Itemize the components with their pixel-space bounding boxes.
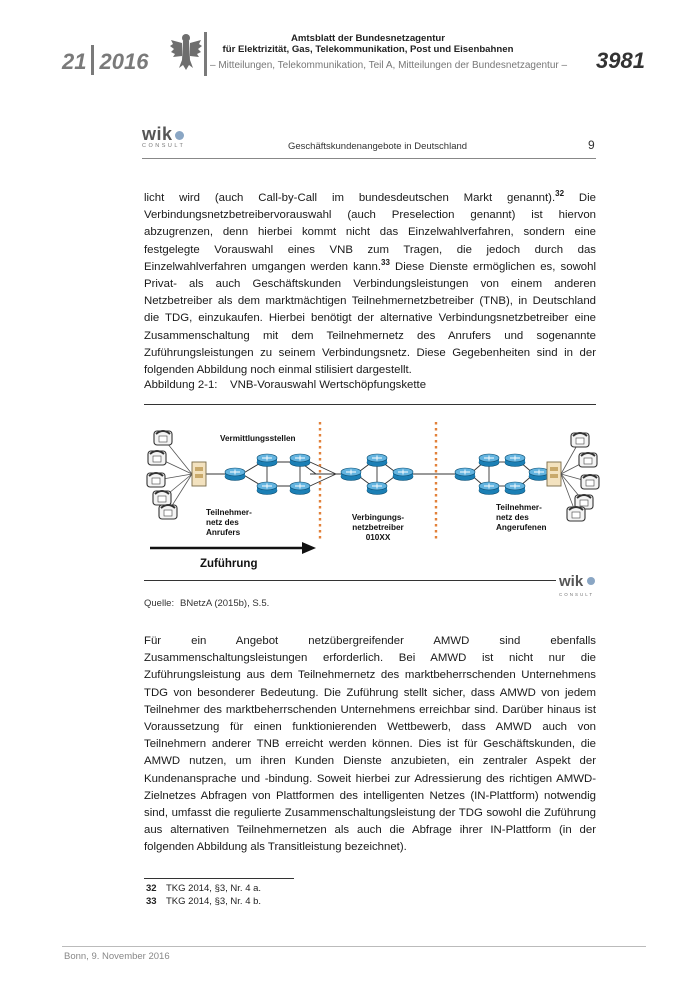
- router-icon: [367, 482, 387, 495]
- figure-caption-title: VNB-Vorauswahl Wertschöpfungskette: [230, 379, 427, 391]
- wik-logo-text: wik: [142, 124, 188, 145]
- router-icon: [257, 454, 277, 467]
- caller-exchange-icon: [192, 462, 206, 486]
- router-icon: [479, 482, 499, 495]
- label-caller-line3: Anrufers: [206, 528, 241, 537]
- wik-logo-subtext: CONSULT: [142, 143, 186, 149]
- label-caller-line1: Teilnehmer-: [206, 508, 252, 517]
- phone-icon: [147, 473, 165, 487]
- gazette-title: [208, 33, 528, 55]
- figure-wik-logo-subtext: CONSULT: [559, 592, 595, 597]
- paragraph-1-part-1: licht wird (auch Call-by-Call im bundesdeutschen Markt genannt).: [144, 192, 556, 204]
- footnote-33: [146, 896, 261, 907]
- router-icon: [290, 482, 310, 495]
- issue-number: [62, 48, 148, 78]
- wik-logo-dot-icon: [587, 577, 595, 585]
- paragraph-2-text: Für ein Angebot netzübergreifender AMWD sind ebenfalls Zusammenschaltungsleistungen erforderlich. Bei AMWD ist nicht nur die Zuführungsleistung aus dem Teilnehmernetz des marktbeherrschenden Unternehmens TDG von besonderer Bedeutung. Die Zuführung stellt sicher, dass AMWD von jedem Teilnehmer des marktbeherrschenden Unternehmens erreichbar sind. Darüber hinaus ist Voraussetzung für einen funktionierenden Wettbewerb, dass AMWD auch von Teilnehmern anderer TNB erreicht werden können. Dies ist für Geschäftskunden, die AMWD nutzen, um ihren Kunden Dienste anzubieten, ein zentraler Aspekt der Kundenansprache und -bindung. Soweit hierbei zur Adressierung des richtigen AMWD-Zielnetzes Abfragen von Plattformen des intelligenten Netzes (IN-Plattform) notwendig sind, umfasst die regulierte Zusammenschaltungsleistung der TDG sowohl die Zuführung aus alternativen Teilnehmernetzen als auch die Abfrage ihrer IN-Plattform (in der folgenden Abbildung als Transitleistung bezeichnet).: [144, 635, 596, 854]
- document-page-number: 9: [588, 138, 595, 152]
- value-chain-diagram: [140, 410, 602, 602]
- router-icon: [529, 468, 549, 481]
- label-caller-line2: netz des: [206, 518, 239, 527]
- phone-icon: [154, 431, 172, 445]
- footnote-32: [146, 883, 261, 894]
- figure-wik-logo-text: wik: [559, 573, 584, 590]
- router-icon: [479, 454, 499, 467]
- label-callee-line3: Angerufenen: [496, 523, 547, 532]
- paragraph-2: [144, 633, 596, 857]
- issue-divider: [91, 45, 94, 75]
- footer-date: Bonn, 9. November 2016: [64, 951, 170, 962]
- callee-exchange-icon: [547, 462, 561, 486]
- label-carrier-line3: 010XX: [365, 533, 391, 542]
- caller-routers: [225, 454, 310, 495]
- figure-rule-top: [144, 404, 596, 405]
- gazette-title-line2: für Elektrizität, Gas, Telekommunikation, Post und Eisenbahnen: [222, 44, 514, 55]
- callee-routers: [455, 454, 549, 495]
- figure-wik-logo: [558, 573, 595, 597]
- issue-number-value: 21: [62, 48, 87, 74]
- footnote-ref-32[interactable]: 32: [555, 189, 565, 199]
- footnote-number: 33: [146, 896, 157, 907]
- footnote-text: TKG 2014, §3, Nr. 4 a.: [166, 883, 262, 894]
- gazette-title-line1: Amtsblatt der Bundesnetzagentur: [290, 33, 446, 44]
- caller-phones: [147, 431, 177, 519]
- figure-source-text: BNetzA (2015b), S.5.: [180, 598, 270, 609]
- footnote-number: 32: [146, 883, 157, 894]
- router-icon: [393, 468, 413, 481]
- gazette-subtitle: – Mitteilungen, Telekommunikation, Teil A, Mitteilungen der Bundesnetzagentur –: [210, 60, 568, 71]
- carrier-network-links: [310, 462, 460, 486]
- phone-icon: [567, 507, 585, 521]
- paragraph-1-part-3: Diese Dienste ermöglichen es, sowohl Privat- als auch Geschäftskunden Verbindungsleistungen von einem anderen Netzbetreiber als dem marktmächtigen Teilnehmernetzbetreiber (TNB), in Deutschland die TDG, einzukaufen. Hierbei benötigt der alternative Verbindungsnetzbetreiber eine Zusammenschaltung mit dem Teilnehmernetz des Anrufers und sogenannte Zuführungsleistungen zu seinem Verbindungsnetz. Diese Gegebenheiten sind in der folgenden Abbildung noch einmal stilisiert dargestellt.: [144, 260, 596, 377]
- label-carrier-line1: Verbingungs-: [351, 513, 405, 522]
- phone-icon: [579, 453, 597, 467]
- issue-year: 2016: [99, 48, 149, 74]
- router-icon: [505, 482, 525, 495]
- wik-logo-dot-icon: [175, 131, 184, 140]
- header-divider: [204, 32, 207, 76]
- phone-icon: [159, 505, 177, 519]
- footnote-ref-33[interactable]: 33: [381, 258, 390, 268]
- figure-caption-number: Abbildung 2-1:: [144, 379, 218, 391]
- figure-rule-bottom: [144, 580, 556, 581]
- wik-logo: [142, 124, 188, 154]
- header-rule: [142, 158, 596, 159]
- figure-source: [144, 598, 269, 609]
- label-carrier-line2: netzbetreiber: [352, 523, 404, 532]
- paragraph-1-part-2: Die Verbindungsnetzbetreibervorauswahl (auch Preselection genannt) ist hiervon abzugrenzen, denn hierbei kommt nicht das Einzelwahlverfahren, sondern eine festgelegte Vorauswahl eines VNB zum Tragen, die jedoch durch das Einzelwahlverfahren umgangen werden kann.: [144, 192, 596, 273]
- footnote-text: TKG 2014, §3, Nr. 4 b.: [166, 896, 262, 907]
- phone-icon: [148, 451, 166, 465]
- router-icon: [341, 468, 361, 481]
- federal-eagle-icon: [169, 30, 203, 74]
- footnote-rule: [144, 878, 294, 879]
- router-icon: [455, 468, 475, 481]
- label-switching-centers: Vermittlungsstellen: [220, 434, 296, 443]
- phone-icon: [581, 475, 599, 489]
- router-icon: [505, 454, 525, 467]
- label-callee-line2: netz des: [496, 513, 529, 522]
- router-icon: [225, 468, 245, 481]
- paragraph-1: [144, 190, 596, 379]
- figure-caption: [144, 379, 426, 391]
- router-icon: [367, 454, 387, 467]
- gazette-page-number: 3981: [596, 48, 645, 73]
- router-icon: [290, 454, 310, 467]
- phone-icon: [153, 491, 171, 505]
- label-feed: Zuführung: [200, 558, 258, 570]
- router-icon: [257, 482, 277, 495]
- document-title: Geschäftskundenangebote in Deutschland: [288, 141, 468, 152]
- footer-rule: [62, 946, 646, 947]
- label-callee-line1: Teilnehmer-: [496, 503, 542, 512]
- phone-icon: [571, 433, 589, 447]
- figure-source-label: Quelle:: [144, 598, 175, 609]
- feed-arrow: [150, 542, 316, 554]
